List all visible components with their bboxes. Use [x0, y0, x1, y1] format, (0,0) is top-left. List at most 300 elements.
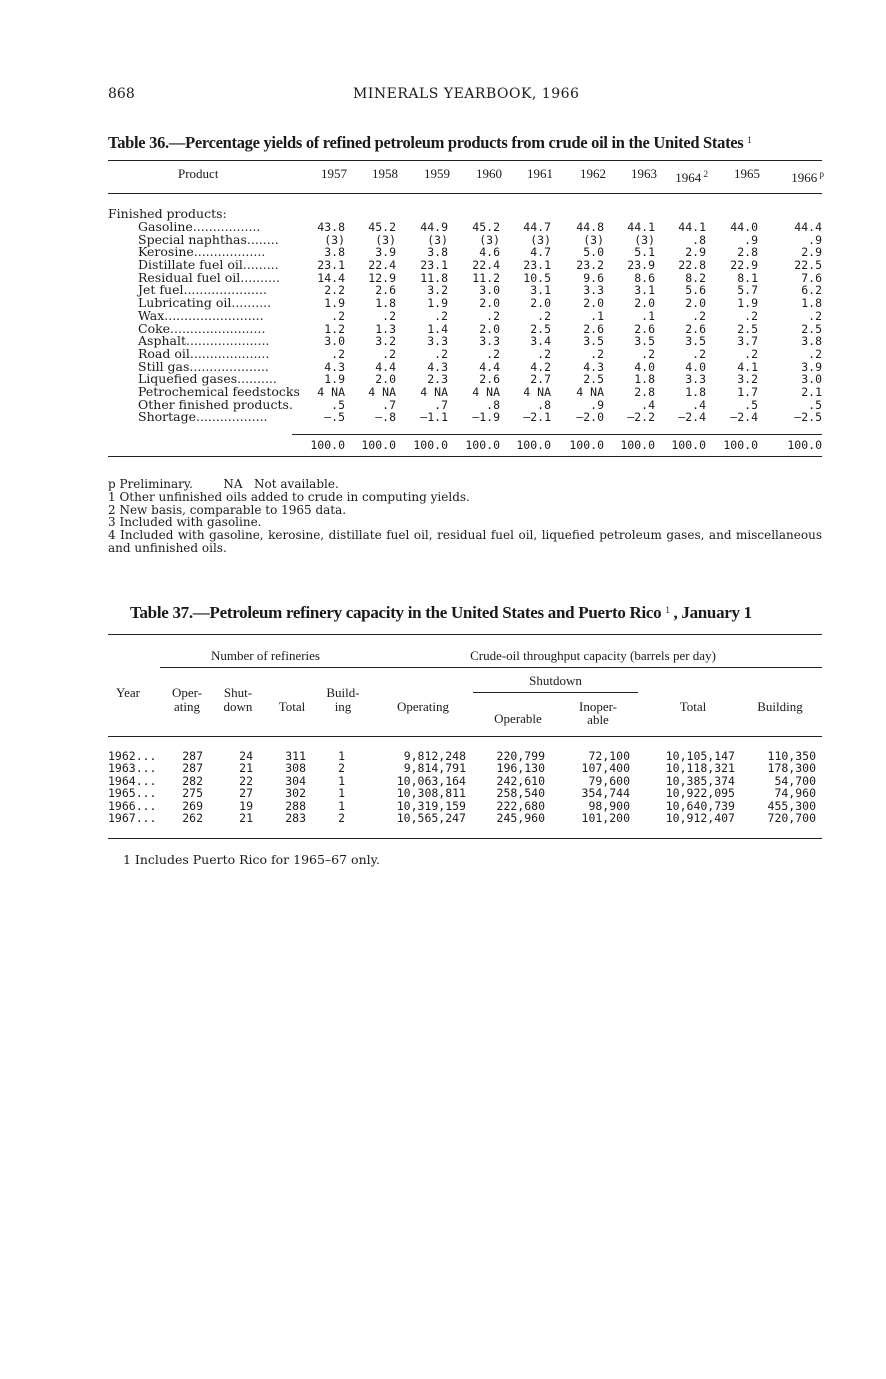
- table36-cell: 1.9: [324, 372, 345, 387]
- table37-shutdown-rule: [473, 692, 638, 693]
- table36-header-rule: [108, 193, 822, 194]
- table36-cell: .8: [486, 397, 500, 412]
- table37-cell: 1: [338, 749, 345, 763]
- table36-year-header: [617, 168, 657, 181]
- table36-cell: 43.8: [317, 220, 345, 234]
- table37-group-capacity: Crude-oil throughput capacity (barrels per day): [470, 648, 716, 663]
- table36-total-cell: 100.0: [361, 438, 396, 452]
- table36-cell: 2.6: [479, 372, 500, 387]
- table36-cell: 2.6: [583, 321, 604, 336]
- table36-cell: 45.2: [368, 220, 396, 234]
- table36-cell: 2.9: [801, 245, 822, 260]
- table36-section-label: Finished products:: [108, 206, 227, 221]
- table36-note: 4 Included with gasoline, kerosine, distillate fuel oil, residual fuel oil, liquefied petroleum gases, and miscellaneous and unfinished oils.: [108, 528, 822, 555]
- table37-cell: 302: [285, 786, 306, 801]
- table36-cell: 4.1: [737, 359, 758, 374]
- table37-cell: 455,300: [767, 798, 816, 813]
- table36-cell: 4.6: [479, 245, 500, 260]
- table36-cell: 3.8: [427, 245, 448, 260]
- table36-cell: 5.6: [685, 283, 706, 298]
- table36-cell: (3): [530, 232, 551, 247]
- table36-cell: 3.3: [479, 334, 500, 349]
- page-header: [0, 84, 886, 108]
- table36-cell: 1.3: [375, 321, 396, 336]
- table36-cell: 3.5: [685, 334, 706, 349]
- table37-cell: 21: [239, 761, 253, 776]
- table37-cell: 10,912,407: [665, 810, 735, 825]
- table36-cell: 2.3: [427, 372, 448, 387]
- table37-cell: 10,319,159: [396, 798, 466, 813]
- table36-cell: 4 NA: [576, 384, 604, 399]
- table36-cell: 7.6: [801, 270, 822, 285]
- table37-cell: 22: [239, 773, 253, 788]
- table37-cell: 282: [182, 773, 203, 788]
- table36-notes: [108, 478, 822, 555]
- table36-cell: 1.9: [324, 296, 345, 311]
- table37-cell: 275: [182, 786, 203, 801]
- table37-bottom-rule: [108, 838, 822, 839]
- table36-cell: 1.2: [324, 321, 345, 336]
- table36-year-header: [720, 168, 760, 181]
- table36-cell: (3): [324, 232, 345, 247]
- table36-cell: 2.0: [634, 296, 655, 311]
- table37-cell: 245,960: [496, 810, 545, 825]
- table36-cell: 3.1: [634, 283, 655, 298]
- table36-cell: .5: [744, 397, 758, 412]
- table36-cell: 3.9: [801, 359, 822, 374]
- table36-year-text: 1958: [372, 166, 398, 181]
- table36-year-header: [668, 168, 708, 185]
- table36-cell: 23.1: [420, 258, 448, 273]
- table36-row-label: Wax.........................: [138, 307, 264, 323]
- table37-cell: 1: [338, 798, 345, 813]
- table36-row-label: Lubricating oil..........: [138, 295, 272, 311]
- table36-year-header: [513, 168, 553, 181]
- table36-cell: .9: [590, 397, 604, 412]
- table36-cell: .1: [641, 308, 655, 323]
- table36-year-text: 1965: [734, 166, 760, 181]
- table36-cell: .2: [486, 308, 500, 323]
- table37-cell: 101,200: [581, 810, 630, 825]
- table37-col-inoperable-2: able: [587, 712, 609, 727]
- table37-title: [130, 603, 752, 623]
- table36-cell: 2.1: [801, 384, 822, 399]
- table36-cell: 2.8: [737, 245, 758, 260]
- table36-title-sup: 1: [747, 135, 752, 145]
- table37-cell: 24: [239, 749, 253, 763]
- table37-cell: 98,900: [588, 798, 630, 813]
- table36-total-cell: 100.0: [569, 438, 604, 452]
- page-number: 868: [108, 86, 135, 102]
- table36-year-text: 1963: [631, 166, 657, 181]
- table36-cell: .2: [434, 308, 448, 323]
- table36-cell: .2: [486, 346, 500, 361]
- table36-cell: —.8: [375, 410, 396, 425]
- table36-cell: 9.6: [583, 270, 604, 285]
- table37-cell: 10,063,164: [396, 773, 466, 788]
- table37-title-sup: 1: [665, 605, 670, 615]
- table37-cell: 220,799: [496, 749, 545, 763]
- table36-cell: 3.3: [685, 372, 706, 387]
- table36-year-header: [784, 168, 824, 185]
- table36-cell: 2.6: [685, 321, 706, 336]
- table36-cell: 3.2: [375, 334, 396, 349]
- table36-year-header: [307, 168, 347, 181]
- table36-cell: 2.7: [530, 372, 551, 387]
- table36-cell: —2.1: [523, 410, 551, 425]
- table36-cell: 11.8: [420, 270, 448, 285]
- table36-cell: .5: [808, 397, 822, 412]
- table36-cell: 22.8: [678, 258, 706, 273]
- table36-row-label: Jet fuel.....................: [138, 282, 267, 298]
- table36-row-label: Asphalt.....................: [138, 333, 270, 349]
- table36-row-label: Kerosine..................: [138, 244, 266, 260]
- table36-cell: 2.6: [375, 283, 396, 298]
- table36-cell: 2.0: [583, 296, 604, 311]
- table36-cell: .2: [808, 308, 822, 323]
- table36-total-cell: 100.0: [310, 438, 345, 452]
- table36-total-cell: 100.0: [671, 438, 706, 452]
- table36-year-header: [462, 168, 502, 181]
- table36-row-label: Special naphthas........: [138, 231, 279, 247]
- table36-cell: .2: [331, 346, 345, 361]
- table37-cell: 9,812,248: [403, 749, 466, 763]
- table36-cell: 4.0: [685, 359, 706, 374]
- table36-cell: 3.0: [801, 372, 822, 387]
- table36-cell: 22.9: [730, 258, 758, 273]
- table36-cell: 5.0: [583, 245, 604, 260]
- table36-note: 2 New basis, comparable to 1965 data.: [108, 502, 347, 517]
- table36-cell: 3.4: [530, 334, 551, 349]
- table36-cell: .8: [537, 397, 551, 412]
- table36-cell: —2.5: [794, 410, 822, 425]
- table36-cell: 2.2: [324, 283, 345, 298]
- table37-col-operating-2: ating: [174, 699, 200, 714]
- table36-cell: 2.9: [685, 245, 706, 260]
- table36-cell: 3.8: [324, 245, 345, 260]
- table36-cell: 3.1: [530, 283, 551, 298]
- table36-year-sup: p: [817, 169, 824, 179]
- table36-year-text: 1960: [476, 166, 502, 181]
- table36-top-rule: [108, 160, 822, 161]
- table37: [108, 640, 822, 840]
- table36-row-label: Residual fuel oil..........: [138, 269, 280, 285]
- table36-cell: 1.8: [685, 384, 706, 399]
- table36-cell: 3.2: [427, 283, 448, 298]
- table37-col-cap-total: Total: [679, 699, 707, 714]
- table36-year-text: 1957: [321, 166, 347, 181]
- table37-col-operating-1: Oper-: [171, 685, 203, 700]
- table36-cell: 2.5: [530, 321, 551, 336]
- table36-cell: 4 NA: [523, 384, 551, 399]
- running-head: MINERALS YEARBOOK, 1966: [353, 86, 580, 102]
- table36-year-text: 1964: [675, 170, 702, 185]
- table36-cell: 10.5: [523, 270, 551, 285]
- table36-cell: 4.4: [375, 359, 396, 374]
- table36-cell: —1.9: [472, 410, 500, 425]
- table36-cell: (3): [375, 232, 396, 247]
- table36-cell: 4.7: [530, 245, 551, 260]
- table36-cell: 44.8: [576, 220, 604, 234]
- table37-group-rule: [160, 667, 822, 668]
- table37-cell: 269: [182, 798, 203, 813]
- table36-year-text: 1961: [527, 166, 553, 181]
- table36-cell: .2: [808, 346, 822, 361]
- table36-row-label: Gasoline.................: [138, 219, 261, 234]
- table37-cell: 1: [338, 786, 345, 801]
- table36-cell: 3.2: [737, 372, 758, 387]
- table37-cell: 10,118,321: [665, 761, 735, 776]
- table37-cell: 311: [285, 749, 306, 763]
- table36-cell: .9: [808, 232, 822, 247]
- table37-cell: 222,680: [496, 798, 545, 813]
- table36-cell: .2: [331, 308, 345, 323]
- table36-cell: .5: [331, 397, 345, 412]
- table36-cell: 4 NA: [420, 384, 448, 399]
- table37-header-rule: [108, 736, 822, 737]
- table37-cell: 308: [285, 761, 306, 776]
- table36-cell: 3.5: [583, 334, 604, 349]
- table37-col-building-1: Build-: [326, 685, 360, 700]
- table37-col-year: Year: [116, 685, 140, 700]
- table36-cell: (3): [634, 232, 655, 247]
- table36-cell: 2.0: [685, 296, 706, 311]
- table36-cell: .2: [744, 346, 758, 361]
- table36-cell: 2.5: [737, 321, 758, 336]
- table37-group-refineries: Number of refineries: [210, 648, 320, 663]
- table36-cell: .2: [537, 346, 551, 361]
- table36-cell: 44.9: [420, 220, 448, 234]
- table36-row-label: Distillate fuel oil.........: [138, 257, 279, 273]
- table36-cell: .2: [382, 346, 396, 361]
- table36-row-label: Shortage..................: [138, 409, 268, 425]
- table36-cell: 1.9: [737, 296, 758, 311]
- table36-cell: .2: [641, 346, 655, 361]
- table36-cell: .4: [692, 397, 706, 412]
- table37-row: [108, 787, 822, 799]
- table37-col-cap-operating: Operating: [397, 699, 449, 714]
- table36-cell: 3.0: [479, 283, 500, 298]
- table36-cell: .7: [434, 397, 448, 412]
- table37-title-suffix: , January 1: [673, 603, 752, 622]
- table37-year: 1963...: [108, 761, 157, 776]
- table36-cell: .2: [537, 308, 551, 323]
- table36-cell: 4.3: [583, 359, 604, 374]
- table36-cell: 4.2: [530, 359, 551, 374]
- table37-title-text: Table 37.—Petroleum refinery capacity in the United States and Puerto Rico: [130, 603, 662, 622]
- table36-cell: 4 NA: [317, 384, 345, 399]
- table36-cell: 2.5: [801, 321, 822, 336]
- table36-bottom-rule: [108, 456, 822, 457]
- table36-cell: 2.0: [479, 296, 500, 311]
- table37-cell: 288: [285, 798, 306, 813]
- table36-cell: 22.5: [794, 258, 822, 273]
- table37-year: 1967...: [108, 810, 157, 825]
- table37-cell: 10,308,811: [396, 786, 466, 801]
- table36-cell: 23.1: [317, 258, 345, 273]
- table37-cell: 304: [285, 773, 306, 788]
- table37-cell: 79,600: [588, 773, 630, 788]
- table37-cell: 720,700: [767, 810, 816, 825]
- table36-cell: .9: [744, 232, 758, 247]
- table36-year-header: [566, 168, 606, 181]
- table36-product-header: Product: [178, 166, 219, 181]
- table36-cell: (3): [479, 232, 500, 247]
- table37-col-cap-building: Building: [757, 699, 803, 714]
- table36-cell: .2: [744, 308, 758, 323]
- table36-total-cell: 100.0: [620, 438, 655, 452]
- table36-cell: 2.6: [634, 321, 655, 336]
- table36-row-label: Liquefied gases..........: [138, 371, 277, 387]
- table36-cell: .2: [590, 346, 604, 361]
- table37-cell: 10,640,739: [665, 798, 735, 813]
- table36-cell: 4.3: [427, 359, 448, 374]
- table36-row: [108, 411, 822, 424]
- table37-cell: 19: [239, 798, 253, 813]
- table36-cell: .7: [382, 397, 396, 412]
- table37-cell: 2: [338, 810, 345, 825]
- table36-cell: 1.9: [427, 296, 448, 311]
- table36-cell: 4 NA: [368, 384, 396, 399]
- table36-cell: 23.9: [627, 258, 655, 273]
- table36-cell: 44.4: [794, 220, 822, 234]
- table36-cell: 22.4: [368, 258, 396, 273]
- table36-cell: —2.4: [678, 410, 706, 425]
- table36-cell: —2.0: [576, 410, 604, 425]
- table36-cell: 4 NA: [472, 384, 500, 399]
- table36-note: 3 Included with gasoline.: [108, 515, 262, 530]
- table36-cell: 3.0: [324, 334, 345, 349]
- table36-row-label: Road oil....................: [138, 345, 270, 361]
- table37-cell: 10,922,095: [665, 786, 735, 801]
- table36-cell: 3.3: [427, 334, 448, 349]
- table37-cell: 1: [338, 773, 345, 788]
- table36-cell: 22.4: [472, 258, 500, 273]
- table37-year: 1966...: [108, 798, 157, 813]
- table37-cell: 107,400: [581, 761, 630, 776]
- table36-cell: 44.7: [523, 220, 551, 234]
- table36-row-label: Other finished products.: [138, 396, 293, 412]
- table36-cell: 1.8: [634, 372, 655, 387]
- table36-row-label: Coke........................: [138, 320, 266, 336]
- table36-cell: —.5: [324, 410, 345, 425]
- table36-year-text: 1959: [424, 166, 450, 181]
- table36-note: p Preliminary. NA Not available.: [108, 477, 339, 491]
- table36-cell: 2.0: [530, 296, 551, 311]
- table36-title: [108, 133, 751, 153]
- table37-row: [108, 812, 822, 824]
- table36-year-header: [358, 168, 398, 181]
- table36-cell: 44.1: [627, 220, 655, 234]
- table36-cell: 8.2: [685, 270, 706, 285]
- table37-cell: 72,100: [588, 749, 630, 763]
- table36-total-rule: [292, 434, 822, 435]
- table36-cell: 4.0: [634, 359, 655, 374]
- table36-cell: 6.2: [801, 283, 822, 298]
- table36: [108, 160, 822, 460]
- table36-year-header: [410, 168, 450, 181]
- table37-year: 1965...: [108, 786, 157, 801]
- table36-cell: 3.5: [634, 334, 655, 349]
- table37-row: [108, 762, 822, 774]
- table36-cell: 2.0: [375, 372, 396, 387]
- table36-cell: 23.1: [523, 258, 551, 273]
- table37-cell: 27: [239, 786, 253, 801]
- table37-year: 1964...: [108, 773, 157, 788]
- table37-col-total: Total: [278, 699, 306, 714]
- table36-cell: 3.8: [801, 334, 822, 349]
- table36-cell: 3.9: [375, 245, 396, 260]
- table37-year: 1962...: [108, 749, 157, 763]
- table36-cell: (3): [427, 232, 448, 247]
- table36-total-cell: 100.0: [787, 438, 822, 452]
- table37-col-inoperable-1: Inoper-: [579, 699, 617, 714]
- table36-cell: 5.7: [737, 283, 758, 298]
- table36-cell: .1: [590, 308, 604, 323]
- table36-cell: 12.9: [368, 270, 396, 285]
- table36-total-cell: 100.0: [465, 438, 500, 452]
- table36-cell: 44.1: [678, 220, 706, 234]
- table37-cell: 10,385,374: [665, 773, 735, 788]
- table36-cell: 8.1: [737, 270, 758, 285]
- table37-col-building-2: ing: [334, 699, 352, 714]
- table36-cell: .2: [692, 346, 706, 361]
- table36-total-row: [108, 439, 822, 453]
- table36-cell: 4.4: [479, 359, 500, 374]
- table36-cell: —1.1: [420, 410, 448, 425]
- table36-row-label: Petrochemical feedstocks: [138, 383, 300, 399]
- table36-cell: .8: [692, 232, 706, 247]
- table37-cell: 10,565,247: [396, 810, 466, 825]
- table36-cell: .2: [434, 346, 448, 361]
- table36-cell: (3): [583, 232, 604, 247]
- table36-cell: 4.3: [324, 359, 345, 374]
- table37-cell: 74,960: [774, 786, 816, 801]
- table36-cell: 1.8: [375, 296, 396, 311]
- table36-cell: 2.8: [634, 384, 655, 399]
- table37-col-shutdown-2: down: [223, 699, 253, 714]
- table36-cell: 11.2: [472, 270, 500, 285]
- table36-year-sup: 2: [701, 169, 708, 179]
- table37-cell: 54,700: [774, 773, 816, 788]
- table37-cell: 283: [285, 810, 306, 825]
- table36-cell: —2.2: [627, 410, 655, 425]
- table37-cell: 258,540: [496, 786, 545, 801]
- table36-cell: .4: [641, 397, 655, 412]
- table36-cell: 2.5: [583, 372, 604, 387]
- table36-total-cell: 100.0: [516, 438, 551, 452]
- table37-cell: 354,744: [581, 786, 630, 801]
- table37-cell: 242,610: [496, 773, 545, 788]
- table36-cell: 1.8: [801, 296, 822, 311]
- table37-col-operable: Operable: [494, 711, 542, 726]
- table37-cell: 287: [182, 761, 203, 776]
- table37-cell: 9,814,791: [403, 761, 466, 776]
- table36-cell: 23.2: [576, 258, 604, 273]
- table36-cell: 2.0: [479, 321, 500, 336]
- table37-body: [108, 750, 822, 824]
- table36-cell: 14.4: [317, 270, 345, 285]
- table37-cell: 21: [239, 810, 253, 825]
- table37-cell: 287: [182, 749, 203, 763]
- table37-cell: 196,130: [496, 761, 545, 776]
- table36-cell: 44.0: [730, 220, 758, 234]
- table36-row-label: Still gas....................: [138, 358, 269, 374]
- table37-cell: 2: [338, 761, 345, 776]
- table36-total-cell: 100.0: [413, 438, 448, 452]
- table36-cell: 3.3: [583, 283, 604, 298]
- table37-col-shutdown-1: Shut-: [223, 685, 253, 700]
